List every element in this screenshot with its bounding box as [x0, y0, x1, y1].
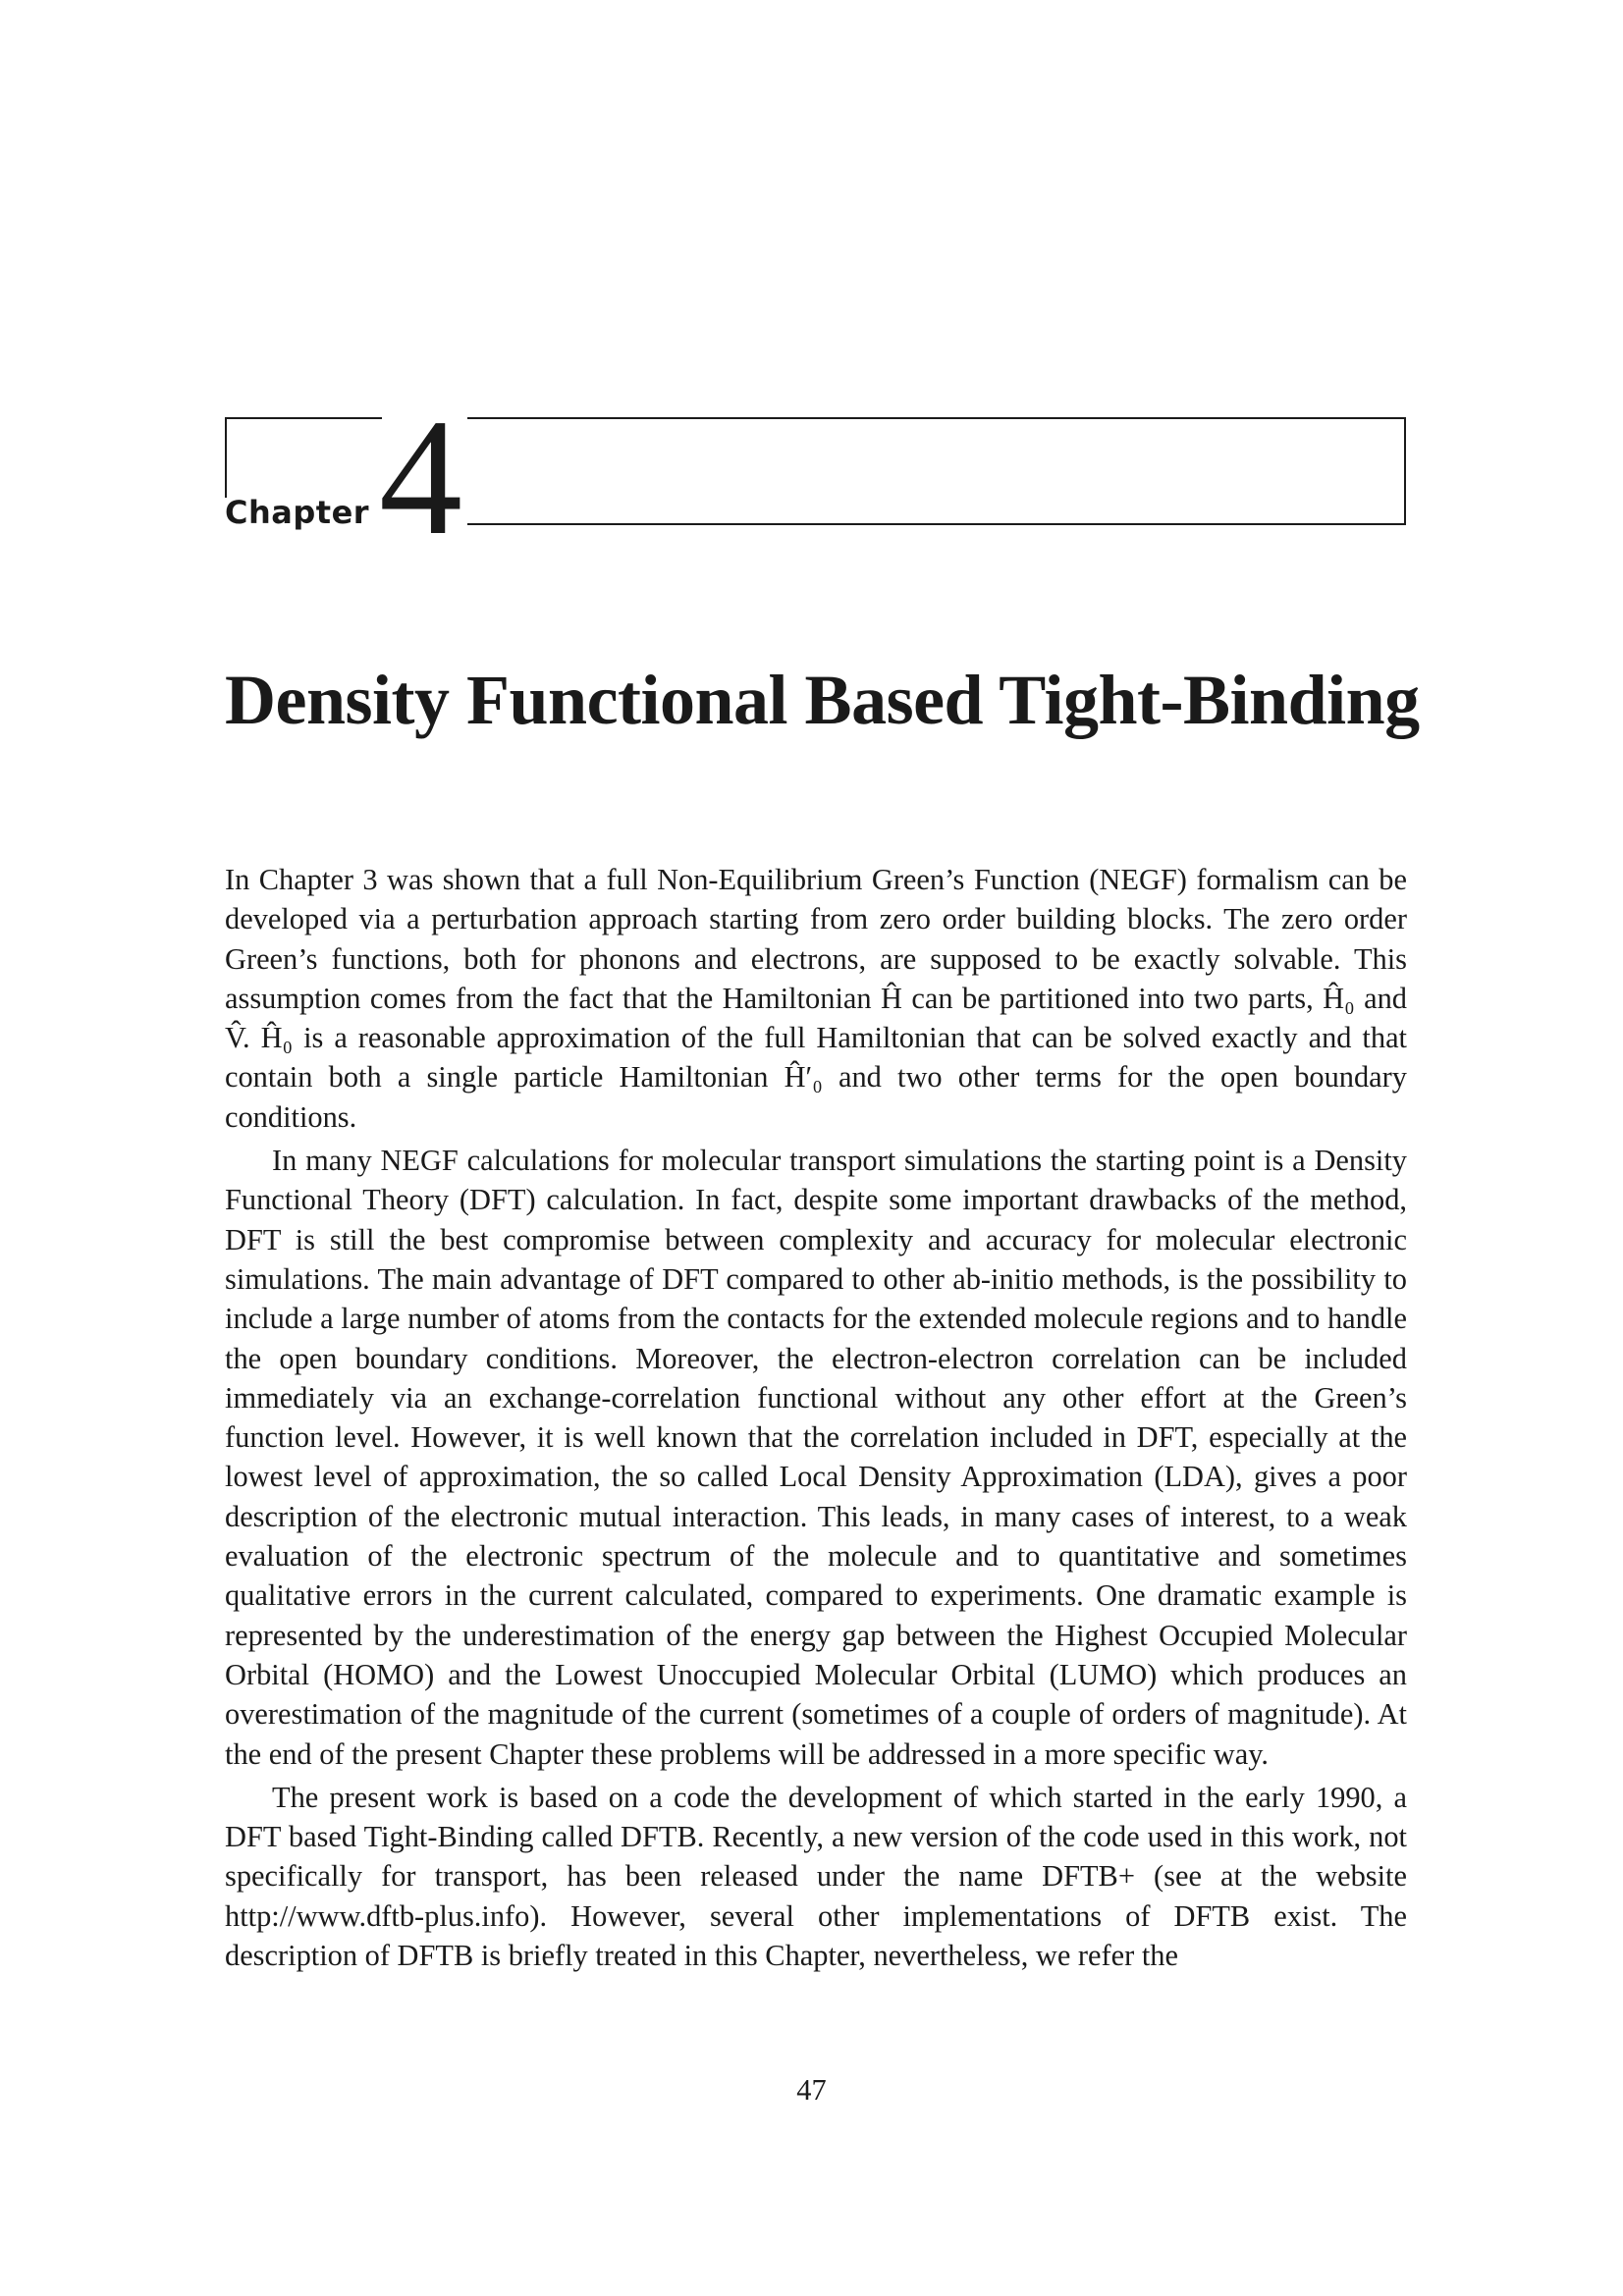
chapter-heading-frame — [225, 385, 1407, 569]
chapter-label: Chapter — [225, 494, 370, 531]
frame-left-bracket — [225, 417, 382, 498]
paragraph-2: In many NEGF calculations for molecular transport simulations the starting point is a Density Functional Theory (DFT) calculation. In fact, despite some important drawbacks of the method, DFT is still the best compromise between complexity and accuracy for molecular electronic simulations. The main advantage of DFT compared to other ab-initio methods, is the possibility to include a large number of atoms from the contacts for the extended molecule regions and to handle the open boundary conditions. Moreover, the electron-electron correlation can be included immediately via an exchange-correlation functional without any other effort at the Green’s function level. However, it is well known that the correlation included in DFT, especially at the lowest level of approximation, the so called Local Density Approximation (LDA), gives a poor description of the electronic mutual interaction. This leads, in many cases of interest, to a weak evaluation of the electronic spectrum of the molecule and to quantitative and sometimes qualitative errors in the current calculated, compared to experiments. One dramatic example is represented by the underestimation of the energy gap between the Highest Occupied Molecular Orbital (HOMO) and the Lowest Unoccupied Molecular Orbital (LUMO) which produces an overestimation of the magnitude of the current (sometimes of a couple of orders of magnitude). At the end of the present Chapter these problems will be addressed in a more specific way. — [225, 1144, 1407, 1771]
paragraph-3: The present work is based on a code the development of which started in the early 1990, a DFT based Tight-Binding called DFTB. Recently, a new version of the code used in this work, not specifically for transport, has been released under the name DFTB+ (see at the website http://www.dftb-plus.info). However, several other implementations of DFTB exist. The description of DFTB is briefly treated in this Chapter, nevertheless, we refer the — [225, 1780, 1407, 1973]
chapter-number: 4 — [379, 385, 462, 569]
chapter-title: Density Functional Based Tight-Binding — [225, 661, 1420, 739]
frame-right-box — [467, 417, 1406, 525]
body-text — [225, 860, 1407, 1975]
paragraph-1: In Chapter 3 was shown that a full Non-Equilibrium Green’s Function (NEGF) formalism can be developed via a perturbation approach starting from zero order building blocks. The zero order Green’s functions, both for phonons and electrons, are supposed to be exactly solvable. This assumption comes from the fact that the Hamiltonian Ĥ can be partitioned into two parts, Ĥ₀ and V̂. Ĥ₀ is a reasonable approximation of the full Hamiltonian that can be solved exactly and that contain both a single particle Hamiltonian Ĥ′₀ and two other terms for the open boundary conditions. — [225, 863, 1407, 1134]
page-number: 47 — [796, 2073, 827, 2107]
